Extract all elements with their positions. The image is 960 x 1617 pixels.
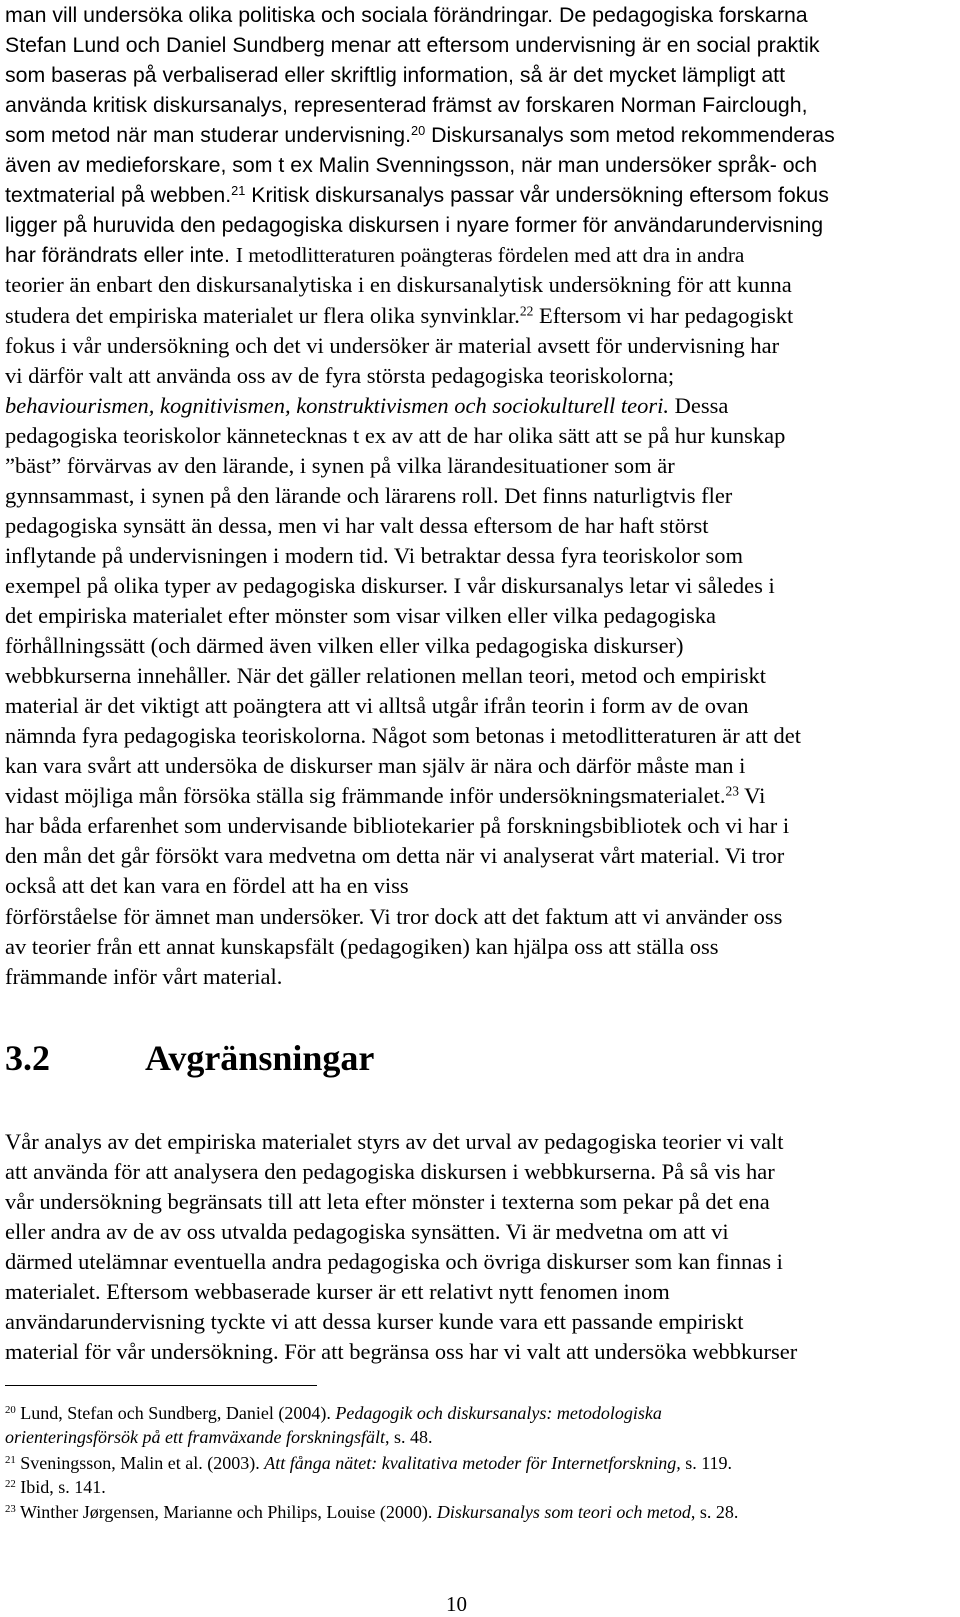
footnote-line [5, 1475, 106, 1499]
section-number: 3.2 [5, 1038, 50, 1078]
text-run: teorier än enbart den diskursanalytiska i en diskursanalytisk undersökning för att kunna [5, 272, 792, 298]
footnote-line [5, 1451, 732, 1475]
text-line [5, 721, 801, 751]
text-run: Stefan Lund och Daniel Sundberg menar att eftersom undervisning är en social praktik [5, 33, 820, 58]
footnote-marker: 21 [231, 183, 246, 199]
section-title: Avgränsningar [145, 1038, 375, 1078]
text-line [5, 451, 675, 481]
text-line [5, 180, 829, 210]
text-line [5, 301, 793, 331]
text-line [5, 421, 785, 451]
text-run: Vår analys av det empiriska materialet styrs av det urval av pedagogiska teorier vi valt [5, 1129, 784, 1154]
footnote-separator [5, 1385, 317, 1386]
text-line [5, 270, 792, 300]
text-run: Dessa [669, 392, 729, 418]
text-run: eller andra av de av oss utvalda pedagogiska synsätten. Vi är medvetna om att vi [5, 1219, 729, 1245]
text-run: som baseras på verbaliserad eller skriftlig information, så är det mycket lämpligt att [5, 63, 786, 88]
text-line [5, 391, 728, 421]
text-run: vi därför valt att använda oss av de fyra största pedagogiska teoriskolorna; [5, 362, 675, 388]
text-line [5, 0, 808, 30]
text-line [5, 30, 819, 60]
text-run: pedagogiska synsätt än dessa, men vi har valt dessa eftersom de har haft störst [5, 512, 709, 538]
text-run: studera det empiriska materialet ur flera olika synvinklar. [5, 302, 520, 328]
text-run: därmed utelämnar eventuella andra pedagogiska och övriga diskurser som kan finnas i [5, 1249, 783, 1275]
footnote-marker: 20 [411, 123, 426, 139]
footnote-text: Sveningsson, Malin et al. (2003). [15, 1453, 265, 1473]
text-run: material är det viktigt att poängtera att vi alltså utgår ifrån teorin i form av de ovan [5, 693, 749, 719]
text-line [5, 661, 766, 691]
footnote-marker: 23 [725, 783, 739, 799]
text-run: förhållningssätt (och därmed även vilken eller vilka pedagogiska diskurser) [5, 633, 684, 659]
text-run: I metodlitteraturen poängteras fördelen med att dra in andra [235, 243, 745, 268]
footnote-text: Ibid, s. 141. [15, 1477, 106, 1497]
text-line [5, 150, 817, 180]
text-run: att använda för att analysera den pedagogiska diskursen i webbkurserna. På så vis har [5, 1159, 775, 1185]
text-line [5, 601, 716, 631]
text-line [5, 781, 765, 811]
text-run: har förändrats eller inte. [5, 243, 236, 268]
text-run: vår undersökning begränsats till att leta efter mönster i texterna som pekar på det ena [5, 1189, 770, 1215]
footnote-number: 23 [5, 1503, 16, 1516]
text-run: man vill undersöka olika politiska och sociala förändringar. De pedagogiska forskarna [5, 3, 808, 27]
text-run: ligger på huruvida den pedagogiska diskursen i nyare former för användarundervisning [5, 213, 824, 238]
text-run: främmande inför vårt material. [5, 963, 283, 989]
footnote-line [5, 1401, 662, 1425]
text-run: pedagogiska teoriskolor kännetecknas t ex av att de har olika sätt att se på hur kunskap [5, 422, 786, 448]
text-run: också att det kan vara en fördel att ha en viss [5, 873, 409, 899]
text-line [5, 541, 743, 571]
text-run: exempel på olika typer av pedagogiska diskurser. I vår diskursanalys letar vi således i [5, 572, 775, 598]
text-run: har båda erfarenhet som undervisande bibliotekarier på forskningsbibliotek och vi har i [5, 813, 790, 839]
footnote-text: Lund, Stefan och Sundberg, Daniel (2004). [15, 1403, 336, 1423]
text-line [5, 841, 784, 871]
text-run: det empiriska materialet efter mönster som visar vilken eller vilka pedagogiska [5, 603, 717, 628]
text-line [5, 751, 745, 781]
text-line [5, 361, 674, 391]
text-run: vidast möjliga mån försöka ställa sig främmande inför undersökningsmaterialet. [5, 783, 726, 809]
text-run: nämnda fyra pedagogiska teoriskolorna. Något som betonas i metodlitteraturen är att det [5, 723, 802, 749]
text-run: Vi [738, 783, 766, 809]
footnote-text: Winther Jørgensen, Marianne och Philips, Louise (2000). [15, 1502, 437, 1522]
text-run: kan vara svårt att undersöka de diskurser man själv är nära och därför måste man i [5, 753, 746, 779]
text-line [5, 1157, 775, 1187]
text-line [5, 871, 409, 901]
text-run: gynnsammast, i synen på den lärande och lärarens roll. Det finns naturligtvis fler [5, 482, 733, 508]
text-run: materialet. Eftersom webbaserade kurser är ett relativt nytt fenomen inom [5, 1279, 670, 1305]
text-line [5, 1337, 797, 1367]
footnote-text: Pedagogik och diskursanalys: metodologiska [335, 1403, 662, 1423]
footnote-text: Diskursanalys som teori och metod [436, 1502, 691, 1522]
text-line [5, 240, 744, 270]
text-run: material för vår undersökning. För att begränsa oss har vi valt att undersöka webbkurser [5, 1339, 798, 1365]
footnote-marker: 22 [519, 303, 534, 319]
text-line [5, 691, 748, 721]
text-line [5, 902, 782, 932]
text-run: användarundervisning tyckte vi att dessa kurser kunde vara ett passande empiriskt [5, 1309, 744, 1335]
text-line [5, 932, 719, 962]
text-line [5, 1247, 783, 1277]
text-line [5, 1187, 770, 1217]
text-run: inflytande på undervisningen i modern tid. Vi betraktar dessa fyra teoriskolor som [5, 542, 744, 568]
text-line [5, 120, 835, 150]
footnote-number: 22 [5, 1478, 16, 1491]
text-run: ”bäst” förvärvas av den lärande, i synen på vilka lärandesituationer som är [5, 452, 675, 478]
footnote-text: s. 119. [680, 1453, 733, 1473]
text-run: Eftersom vi har pedagogiskt [533, 302, 794, 328]
text-line [5, 571, 775, 601]
footnote-line [5, 1500, 738, 1524]
footnote-number: 21 [5, 1454, 16, 1467]
text-line [5, 60, 785, 90]
text-run: Diskursanalys som metod rekommenderas [425, 123, 835, 148]
text-line [5, 1307, 744, 1337]
text-line [5, 962, 282, 992]
footnote-text: , s. 48. [384, 1427, 433, 1447]
footnote-text: orienteringsförsök på ett framväxande forskningsfält [5, 1427, 385, 1447]
page-number: 10 [446, 1592, 467, 1616]
footnote-text: Att fånga nätet: kvalitativa metoder för Internetforskning, [264, 1453, 681, 1473]
text-line [5, 1277, 670, 1307]
footnote-number: 20 [5, 1404, 16, 1417]
text-run: förförståelse för ämnet man undersöker. Vi tror dock att det faktum att vi använder oss [5, 903, 783, 929]
text-run: behaviourismen, kognitivismen, konstruktivismen och sociokulturell teori. [5, 392, 670, 418]
text-line [5, 631, 684, 661]
text-line [5, 511, 709, 541]
text-line [5, 1127, 783, 1157]
footnote-text: , s. 28. [690, 1502, 739, 1522]
text-line [5, 331, 779, 361]
footnote-line [5, 1425, 432, 1449]
text-run: webbkurserna innehåller. När det gäller relationen mellan teori, metod och empiriskt [5, 663, 766, 689]
text-line [5, 811, 789, 841]
text-run: som metod när man studerar undervisning. [5, 123, 412, 148]
text-run: av teorier från ett annat kunskapsfält (pedagogiken) kan hjälpa oss att ställa oss [5, 933, 719, 959]
text-line [5, 481, 732, 511]
text-run: textmaterial på webben. [5, 183, 232, 208]
text-run: använda kritisk diskursanalys, representerad främst av forskaren Norman Fairclough, [5, 93, 808, 118]
text-run: fokus i vår undersökning och det vi undersöker är material avsett för undervisning har [5, 332, 780, 358]
text-line [5, 90, 808, 120]
text-line [5, 210, 823, 240]
section-heading [5, 1034, 374, 1082]
text-run: även av medieforskare, som t ex Malin Svenningsson, när man undersöker språk- och [5, 153, 818, 178]
text-run: Kritisk diskursanalys passar vår undersökning eftersom fokus [245, 183, 829, 208]
text-line [5, 1217, 729, 1247]
text-run: den mån det går försökt vara medvetna om detta när vi analyserat vårt material. Vi tror [5, 843, 785, 869]
